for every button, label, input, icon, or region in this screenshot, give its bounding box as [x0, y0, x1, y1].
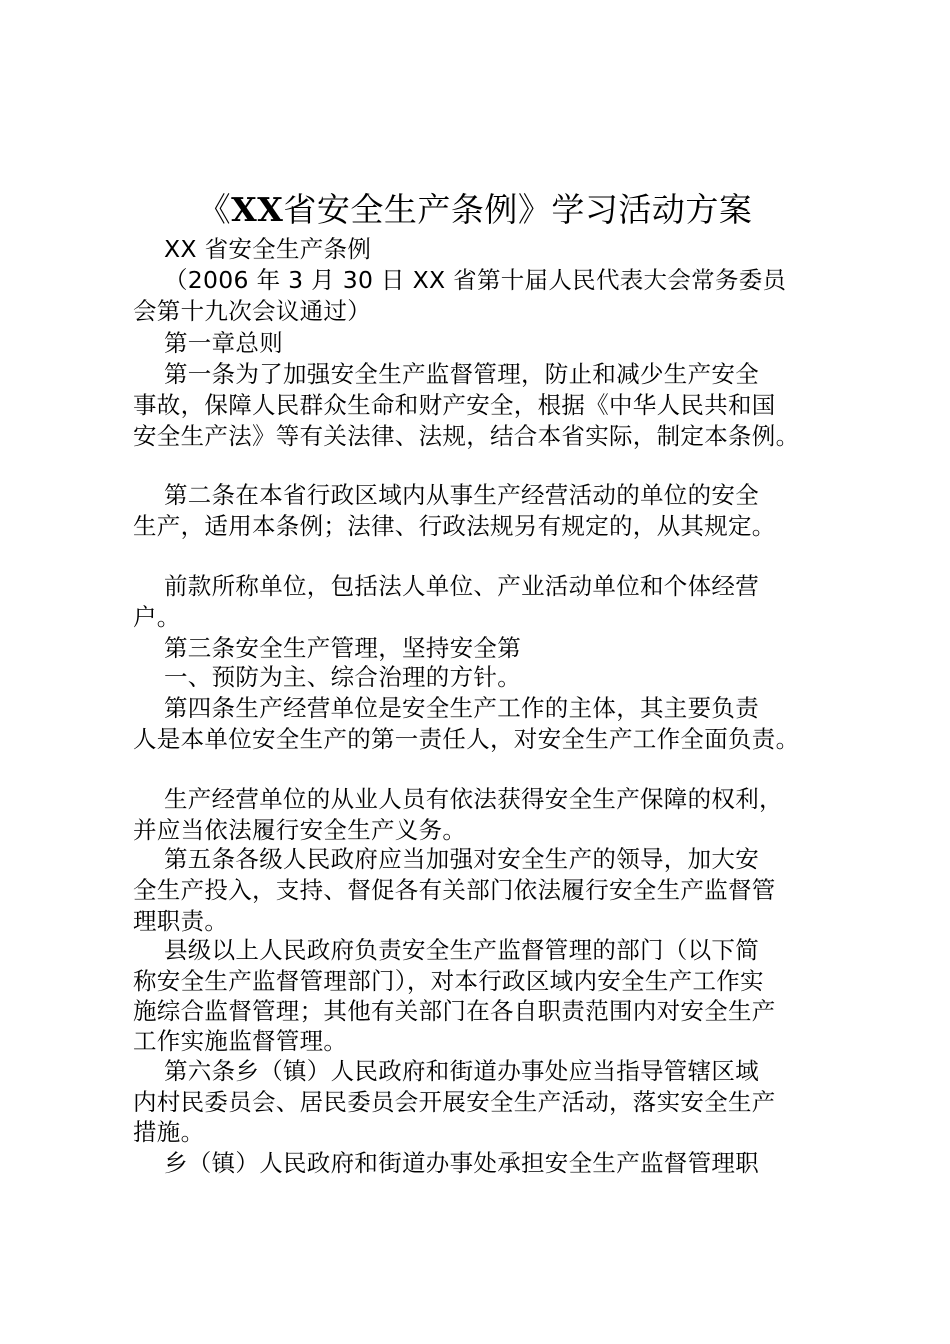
text-line: 县级以上人民政府负责安全生产监督管理的部门（以下简	[164, 936, 759, 964]
text-line: 措施。	[133, 1118, 205, 1146]
text-line: 生产经营单位的从业人员有依法获得安全生产保障的权利，	[164, 785, 783, 813]
title-rest: 省安全生产条例》学习活动方案	[283, 190, 753, 229]
text-line: 一、预防为主、综合治理的方针。	[164, 663, 521, 691]
text-line: 生产，适用本条例；法律、行政法规另有规定的，从其规定。	[133, 512, 776, 540]
title-latin: XX	[231, 190, 284, 229]
text-line: 理职责。	[133, 907, 229, 935]
text-line: 前款所称单位，包括法人单位、产业活动单位和个体经营	[164, 572, 759, 600]
text-line: 施综合监督管理；其他有关部门在各自职责范围内对安全生产	[133, 997, 776, 1025]
text-line: 第四条生产经营单位是安全生产工作的主体，其主要负责	[164, 694, 759, 722]
text-line: 工作实施监督管理。	[133, 1027, 348, 1055]
text-line: 称安全生产监督管理部门），对本行政区域内安全生产工作实	[133, 967, 764, 995]
text-line: 会第十九次会议通过）	[133, 297, 371, 325]
document-title	[0, 184, 950, 231]
text-line: 全生产投入，支持、督促各有关部门依法履行安全生产监督管	[133, 876, 776, 904]
text-line: 户。	[133, 603, 181, 631]
text-line: 乡（镇）人民政府和街道办事处承担安全生产监督管理职	[164, 1149, 759, 1177]
text-line: 安全生产法》等有关法律、法规，结合本省实际，制定本条例。	[133, 422, 800, 450]
text-line: 第一条为了加强安全生产监督管理，防止和减少生产安全	[164, 360, 759, 388]
title-prefix: 《	[197, 190, 232, 229]
text-line: 内村民委员会、居民委员会开展安全生产活动，落实安全生产	[133, 1088, 776, 1116]
text-line: 事故，保障人民群众生命和财产安全，根据《中华人民共和国	[133, 391, 776, 419]
text-line: 人是本单位安全生产的第一责任人，对安全生产工作全面负责。	[133, 725, 800, 753]
text-line: （2006 年 3 月 30 日 XX 省第十届人民代表大会常务委员	[164, 266, 787, 294]
text-line: XX 省安全生产条例	[164, 235, 372, 263]
text-line: 第二条在本省行政区域内从事生产经营活动的单位的安全	[164, 481, 759, 509]
text-line: 并应当依法履行安全生产义务。	[133, 816, 467, 844]
text-line: 第一章总则	[164, 329, 283, 357]
text-line: 第六条乡（镇）人民政府和街道办事处应当指导管辖区域	[164, 1057, 759, 1085]
text-line: 第五条各级人民政府应当加强对安全生产的领导，加大安	[164, 845, 759, 873]
text-line: 第三条安全生产管理，坚持安全第	[164, 634, 521, 662]
